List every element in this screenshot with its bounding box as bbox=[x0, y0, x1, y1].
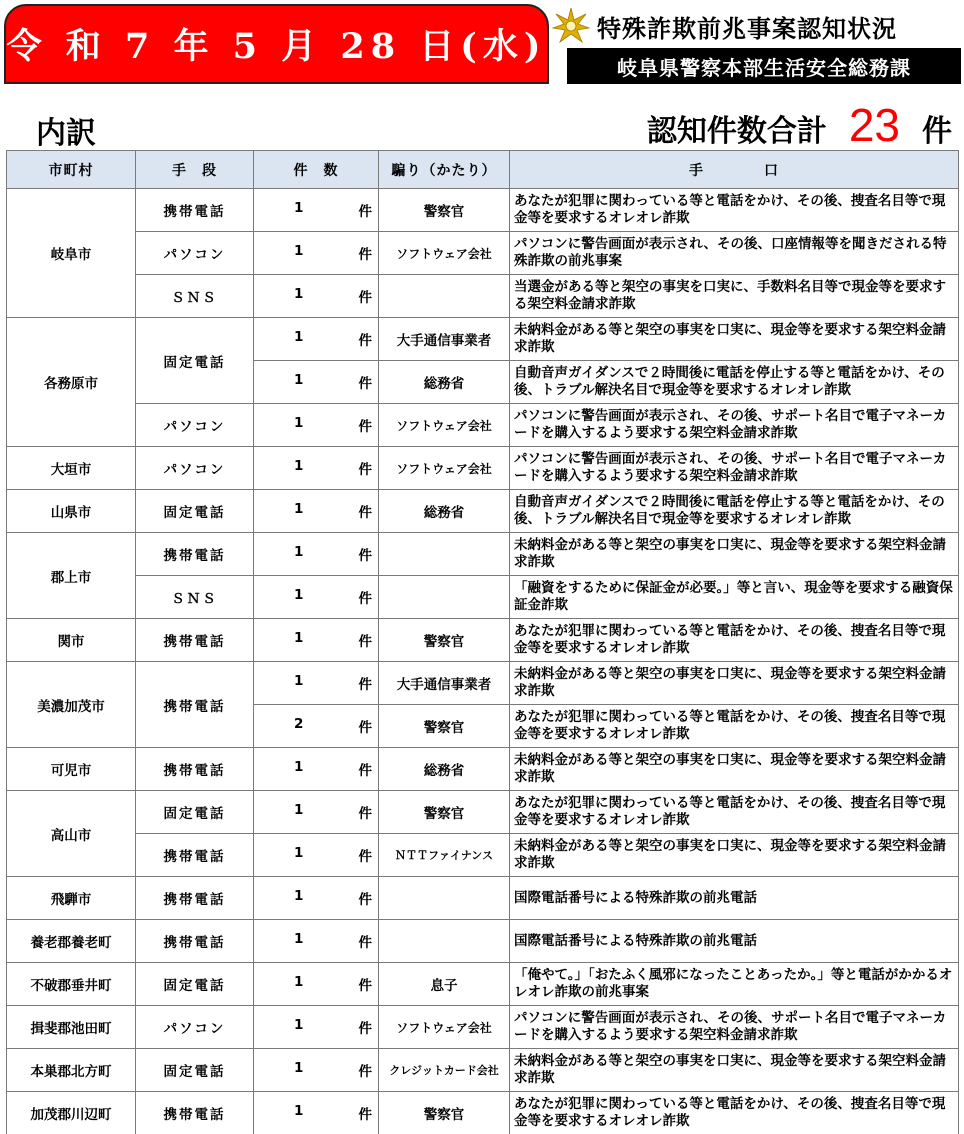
means-cell: 固定電話 bbox=[136, 1049, 254, 1092]
count-unit: 件 bbox=[358, 376, 372, 392]
table-row bbox=[7, 275, 959, 318]
table-row bbox=[7, 1049, 959, 1092]
table-body bbox=[7, 189, 959, 1134]
count-cell bbox=[254, 963, 379, 1006]
fraud-pretext-cell bbox=[379, 533, 510, 576]
count-value: 1 bbox=[294, 931, 304, 947]
report-date: 令 和 7 年 5 月 28 日(水) bbox=[6, 26, 547, 67]
means-cell: 携帯電話 bbox=[136, 877, 254, 920]
police-emblem-icon bbox=[549, 4, 593, 48]
count-cell bbox=[254, 619, 379, 662]
city-cell: 山県市 bbox=[7, 490, 136, 533]
fraud-pretext-cell bbox=[379, 576, 510, 619]
column-header-count: 件 数 bbox=[254, 151, 379, 189]
method-cell: あなたが犯罪に関わっている等と電話をかけ、その後、捜査名目等で現金等を要求するオレオレ詐欺 bbox=[510, 705, 959, 748]
method-cell: パソコンに警告画面が表示され、その後、口座情報等を聞きだされる特殊詐欺の前兆事案 bbox=[510, 232, 959, 275]
total-label: 認知件数合計 bbox=[646, 114, 827, 149]
method-cell: 未納料金がある等と架空の事実を口実に、現金等を要求する架空料金請求詐欺 bbox=[510, 662, 959, 705]
table-row bbox=[7, 447, 959, 490]
city-cell: 岐阜市 bbox=[7, 189, 136, 318]
fraud-pretext-cell: 総務省 bbox=[379, 748, 510, 791]
city-cell: 揖斐郡池田町 bbox=[7, 1006, 136, 1049]
count-value: 1 bbox=[294, 587, 304, 603]
means-cell: 携帯電話 bbox=[136, 533, 254, 576]
method-cell: 自動音声ガイダンスで２時間後に電話を停止する等と電話をかけ、その後、トラブル解決名目で現金等を要求するオレオレ詐欺 bbox=[510, 361, 959, 404]
count-value: 1 bbox=[294, 673, 304, 689]
table-row bbox=[7, 834, 959, 877]
table-row bbox=[7, 963, 959, 1006]
page-title: 特殊詐欺前兆事案認知状況 bbox=[597, 14, 897, 43]
means-cell: 携帯電話 bbox=[136, 748, 254, 791]
city-cell: 大垣市 bbox=[7, 447, 136, 490]
method-cell: パソコンに警告画面が表示され、その後、サポート名目で電子マネーカードを購入するよう要求する架空料金請求詐欺 bbox=[510, 1006, 959, 1049]
count-unit: 件 bbox=[358, 720, 372, 736]
count-unit: 件 bbox=[358, 1107, 372, 1123]
count-value: 1 bbox=[294, 200, 304, 216]
method-cell: 国際電話番号による特殊詐欺の前兆電話 bbox=[510, 877, 959, 920]
column-header-method: 手 口 bbox=[510, 151, 959, 189]
count-cell bbox=[254, 404, 379, 447]
count-cell bbox=[254, 1006, 379, 1049]
total-unit: 件 bbox=[922, 114, 952, 149]
count-unit: 件 bbox=[358, 677, 372, 693]
count-cell bbox=[254, 834, 379, 877]
count-unit: 件 bbox=[358, 849, 372, 865]
count-unit: 件 bbox=[358, 333, 372, 349]
count-cell bbox=[254, 232, 379, 275]
city-cell: 養老郡養老町 bbox=[7, 920, 136, 963]
method-cell: あなたが犯罪に関わっている等と電話をかけ、その後、捜査名目等で現金等を要求するオレオレ詐欺 bbox=[510, 189, 959, 232]
fraud-pretext-cell: 警察官 bbox=[379, 791, 510, 834]
means-cell: パソコン bbox=[136, 232, 254, 275]
count-cell bbox=[254, 576, 379, 619]
count-cell bbox=[254, 748, 379, 791]
count-value: 1 bbox=[294, 415, 304, 431]
table-row bbox=[7, 662, 959, 705]
count-cell bbox=[254, 275, 379, 318]
method-cell: 未納料金がある等と架空の事実を口実に、現金等を要求する架空料金請求詐欺 bbox=[510, 1049, 959, 1092]
department-label: 岐阜県警察本部生活安全総務課 bbox=[567, 48, 961, 84]
table-row bbox=[7, 189, 959, 232]
means-cell: パソコン bbox=[136, 404, 254, 447]
total-summary bbox=[646, 98, 952, 151]
city-cell: 高山市 bbox=[7, 791, 136, 877]
means-cell: 携帯電話 bbox=[136, 619, 254, 662]
count-value: 1 bbox=[294, 759, 304, 775]
means-cell: ＳＮＳ bbox=[136, 275, 254, 318]
method-cell: 未納料金がある等と架空の事実を口実に、現金等を要求する架空料金請求詐欺 bbox=[510, 834, 959, 877]
method-cell: 自動音声ガイダンスで２時間後に電話を停止する等と電話をかけ、その後、トラブル解決名目で現金等を要求するオレオレ詐欺 bbox=[510, 490, 959, 533]
table-header-row bbox=[7, 151, 959, 189]
count-unit: 件 bbox=[358, 591, 372, 607]
count-value: 1 bbox=[294, 974, 304, 990]
method-cell: あなたが犯罪に関わっている等と電話をかけ、その後、捜査名目等で現金等を要求するオレオレ詐欺 bbox=[510, 1092, 959, 1134]
city-cell: 関市 bbox=[7, 619, 136, 662]
count-value: 1 bbox=[294, 1017, 304, 1033]
count-value: 2 bbox=[294, 716, 304, 732]
table-row bbox=[7, 318, 959, 361]
count-value: 1 bbox=[294, 544, 304, 560]
count-cell bbox=[254, 920, 379, 963]
count-value: 1 bbox=[294, 845, 304, 861]
method-cell: 未納料金がある等と架空の事実を口実に、現金等を要求する架空料金請求詐欺 bbox=[510, 748, 959, 791]
means-cell: 固定電話 bbox=[136, 490, 254, 533]
means-cell: 携帯電話 bbox=[136, 662, 254, 748]
means-cell: 固定電話 bbox=[136, 791, 254, 834]
means-cell: 携帯電話 bbox=[136, 920, 254, 963]
fraud-pretext-cell: ＮＴＴファイナンス bbox=[379, 834, 510, 877]
fraud-pretext-cell: 警察官 bbox=[379, 705, 510, 748]
means-cell: 携帯電話 bbox=[136, 189, 254, 232]
fraud-pretext-cell: ソフトウェア会社 bbox=[379, 404, 510, 447]
fraud-pretext-cell: 大手通信事業者 bbox=[379, 662, 510, 705]
total-count: 23 bbox=[848, 99, 900, 151]
city-cell: 郡上市 bbox=[7, 533, 136, 619]
count-cell bbox=[254, 533, 379, 576]
table-row bbox=[7, 748, 959, 791]
table-row bbox=[7, 920, 959, 963]
count-value: 1 bbox=[294, 458, 304, 474]
city-cell: 飛騨市 bbox=[7, 877, 136, 920]
count-cell bbox=[254, 1049, 379, 1092]
table-row bbox=[7, 232, 959, 275]
count-value: 1 bbox=[294, 286, 304, 302]
table-row bbox=[7, 404, 959, 447]
count-unit: 件 bbox=[358, 505, 372, 521]
fraud-pretext-cell: 警察官 bbox=[379, 619, 510, 662]
table-row bbox=[7, 533, 959, 576]
table-row bbox=[7, 576, 959, 619]
incident-table bbox=[6, 150, 959, 1134]
city-cell: 可児市 bbox=[7, 748, 136, 791]
city-cell: 不破郡垂井町 bbox=[7, 963, 136, 1006]
means-cell: 携帯電話 bbox=[136, 1092, 254, 1134]
table-row bbox=[7, 490, 959, 533]
fraud-pretext-cell: ソフトウェア会社 bbox=[379, 1006, 510, 1049]
method-cell: 当選金がある等と架空の事実を口実に、手数料名目等で現金等を要求する架空料金請求詐欺 bbox=[510, 275, 959, 318]
method-cell: あなたが犯罪に関わっている等と電話をかけ、その後、捜査名目等で現金等を要求するオレオレ詐欺 bbox=[510, 791, 959, 834]
count-cell bbox=[254, 189, 379, 232]
fraud-pretext-cell bbox=[379, 275, 510, 318]
count-unit: 件 bbox=[358, 634, 372, 650]
fraud-pretext-cell: 大手通信事業者 bbox=[379, 318, 510, 361]
fraud-pretext-cell: 警察官 bbox=[379, 1092, 510, 1134]
count-unit: 件 bbox=[358, 935, 372, 951]
count-unit: 件 bbox=[358, 763, 372, 779]
table-row bbox=[7, 877, 959, 920]
count-value: 1 bbox=[294, 1103, 304, 1119]
city-cell: 各務原市 bbox=[7, 318, 136, 447]
means-cell: ＳＮＳ bbox=[136, 576, 254, 619]
means-cell: パソコン bbox=[136, 1006, 254, 1049]
fraud-pretext-cell: 総務省 bbox=[379, 361, 510, 404]
count-unit: 件 bbox=[358, 419, 372, 435]
count-unit: 件 bbox=[358, 290, 372, 306]
header-right bbox=[549, 4, 961, 84]
means-cell: 固定電話 bbox=[136, 963, 254, 1006]
count-cell bbox=[254, 791, 379, 834]
means-cell: 携帯電話 bbox=[136, 834, 254, 877]
count-value: 1 bbox=[294, 802, 304, 818]
count-unit: 件 bbox=[358, 1064, 372, 1080]
breakdown-label: 内訳 bbox=[36, 116, 96, 151]
fraud-pretext-cell: 総務省 bbox=[379, 490, 510, 533]
method-cell: あなたが犯罪に関わっている等と電話をかけ、その後、捜査名目等で現金等を要求するオレオレ詐欺 bbox=[510, 619, 959, 662]
count-unit: 件 bbox=[358, 462, 372, 478]
count-unit: 件 bbox=[358, 978, 372, 994]
column-header-fraud-pretext: 騙り（かたり） bbox=[379, 151, 510, 189]
count-unit: 件 bbox=[358, 1021, 372, 1037]
count-unit: 件 bbox=[358, 806, 372, 822]
method-cell: 未納料金がある等と架空の事実を口実に、現金等を要求する架空料金請求詐欺 bbox=[510, 318, 959, 361]
fraud-pretext-cell: ソフトウェア会社 bbox=[379, 232, 510, 275]
fraud-pretext-cell: ソフトウェア会社 bbox=[379, 447, 510, 490]
method-cell: 未納料金がある等と架空の事実を口実に、現金等を要求する架空料金請求詐欺 bbox=[510, 533, 959, 576]
count-unit: 件 bbox=[358, 548, 372, 564]
means-cell: 固定電話 bbox=[136, 318, 254, 404]
fraud-pretext-cell: 息子 bbox=[379, 963, 510, 1006]
count-unit: 件 bbox=[358, 204, 372, 220]
count-cell bbox=[254, 877, 379, 920]
count-cell bbox=[254, 361, 379, 404]
method-cell: 「俺やて。」「おたふく風邪になったことあったか。」等と電話がかかるオレオレ詐欺の前兆事案 bbox=[510, 963, 959, 1006]
city-cell: 美濃加茂市 bbox=[7, 662, 136, 748]
fraud-pretext-cell bbox=[379, 920, 510, 963]
means-cell: パソコン bbox=[136, 447, 254, 490]
count-cell bbox=[254, 318, 379, 361]
date-banner bbox=[4, 4, 549, 84]
table-row bbox=[7, 1092, 959, 1134]
count-value: 1 bbox=[294, 501, 304, 517]
count-cell bbox=[254, 662, 379, 705]
count-value: 1 bbox=[294, 1060, 304, 1076]
table-row bbox=[7, 1006, 959, 1049]
title-row bbox=[549, 4, 961, 48]
fraud-pretext-cell bbox=[379, 877, 510, 920]
count-value: 1 bbox=[294, 888, 304, 904]
column-header-means: 手 段 bbox=[136, 151, 254, 189]
count-cell bbox=[254, 490, 379, 533]
count-unit: 件 bbox=[358, 892, 372, 908]
count-value: 1 bbox=[294, 630, 304, 646]
count-value: 1 bbox=[294, 243, 304, 259]
count-cell bbox=[254, 705, 379, 748]
count-cell bbox=[254, 1092, 379, 1134]
table-row bbox=[7, 791, 959, 834]
count-value: 1 bbox=[294, 329, 304, 345]
count-unit: 件 bbox=[358, 247, 372, 263]
method-cell: パソコンに警告画面が表示され、その後、サポート名目で電子マネーカードを購入するよう要求する架空料金請求詐欺 bbox=[510, 447, 959, 490]
table-row bbox=[7, 619, 959, 662]
fraud-pretext-cell: 警察官 bbox=[379, 189, 510, 232]
count-cell bbox=[254, 447, 379, 490]
city-cell: 加茂郡川辺町 bbox=[7, 1092, 136, 1134]
count-value: 1 bbox=[294, 372, 304, 388]
method-cell: 「融資をするために保証金が必要。」等と言い、現金等を要求する融資保証金詐欺 bbox=[510, 576, 959, 619]
city-cell: 本巣郡北方町 bbox=[7, 1049, 136, 1092]
fraud-pretext-cell: クレジットカード会社 bbox=[379, 1049, 510, 1092]
method-cell: 国際電話番号による特殊詐欺の前兆電話 bbox=[510, 920, 959, 963]
method-cell: パソコンに警告画面が表示され、その後、サポート名目で電子マネーカードを購入するよう要求する架空料金請求詐欺 bbox=[510, 404, 959, 447]
column-header-city: 市町村 bbox=[7, 151, 136, 189]
